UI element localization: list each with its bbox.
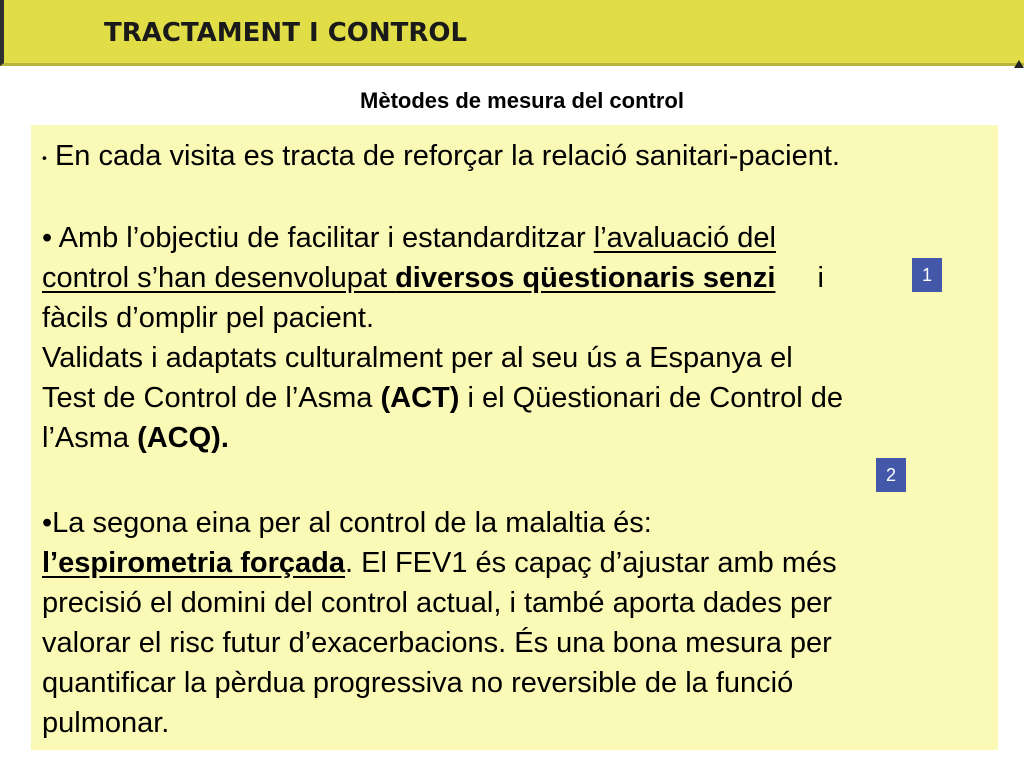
bullet-text: . El FEV1 és capaç d’ajustar amb més: [345, 547, 837, 579]
bullet-item-2-line-1: [42, 218, 1002, 258]
validated-text: Test de Control de l’Asma: [42, 382, 381, 414]
bullet-item-3-line-6: pulmonar.: [42, 707, 170, 739]
bullet-item-3-line-3: precisió el domini del control actual, i també aporta dades per: [42, 587, 832, 619]
bullet-text: En cada visita es tracta de reforçar la relació sanitari-pacient.: [54, 140, 840, 172]
acq-label: (ACQ).: [137, 422, 229, 454]
link-text: control s’han desenvolupat: [42, 262, 396, 294]
validated-line-1: Validats i adaptats culturalment per al seu ús a Espanya el: [42, 342, 793, 374]
bullet-item-3-line-1: [42, 503, 1002, 543]
bullet-item-3-line-4: valorar el risc futur d’exacerbacions. És una bona mesura per: [42, 627, 832, 659]
bullet-text: La segona eina per al control de la malaltia és:: [52, 507, 652, 539]
bullet-marker: •: [42, 222, 53, 254]
bullet-marker: •: [42, 149, 47, 166]
validated-line-3: [42, 418, 1002, 458]
section-subtitle: Mètodes de mesura del control: [360, 88, 684, 113]
bullet-marker: •: [42, 507, 53, 539]
bullet-text: Amb l’objectiu de facilitar i estandarditzar: [58, 222, 594, 254]
bullet-item-3-line-5: quantificar la pèrdua progressiva no reversible de la funció: [42, 667, 794, 699]
bullet-item-3-line-2: [42, 543, 1002, 583]
link-text-bold: diversos qüestionaris senzi: [395, 262, 776, 294]
bullet-item-1: [42, 136, 1002, 177]
reference-badge-2[interactable]: 2: [876, 458, 906, 492]
reference-badge-1[interactable]: 1: [912, 258, 942, 292]
bullet-item-2-line-2: [42, 258, 1002, 298]
header-bar: [0, 0, 1024, 66]
bullet-item-2-line-3: fàcils d’omplir pel pacient.: [42, 302, 375, 334]
link-espirometria[interactable]: l’espirometria forçada: [42, 547, 345, 579]
validated-line-2: [42, 378, 1002, 418]
act-label: (ACT): [380, 382, 460, 414]
validated-text: l’Asma: [42, 422, 138, 454]
link-questionaris[interactable]: [42, 262, 775, 294]
scroll-up-arrow-icon[interactable]: [1014, 60, 1024, 68]
page-title: TRACTAMENT I CONTROL: [104, 18, 468, 48]
bullet-text: i: [809, 262, 824, 294]
link-avaluacio[interactable]: l’avaluació del: [593, 222, 776, 254]
validated-text: i el Qüestionari de Control de: [459, 382, 844, 414]
